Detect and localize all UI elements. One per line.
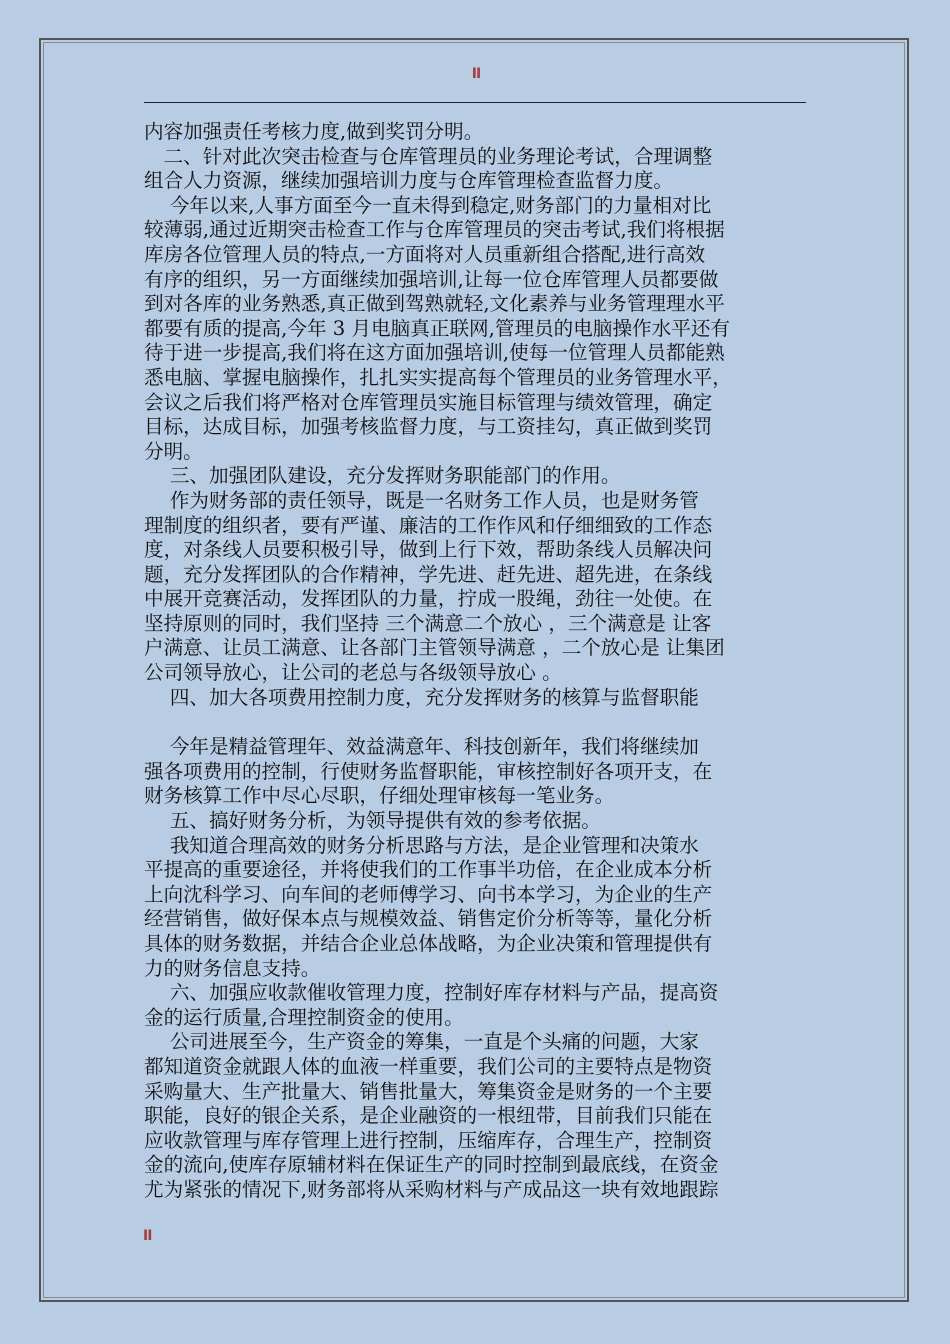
text-line: 较薄弱,通过近期突击检查工作与仓库管理员的突击考试,我们将根据 [144,218,725,242]
text-line: 库房各位管理人员的特点,一方面将对人员重新组合搭配,进行高效 [144,242,706,266]
text-line: 坚持原则的同时，我们坚持 三个满意二个放心 ，三个满意是 让客 [144,611,712,635]
text-line: 四、加大各项费用控制力度，充分发挥财务的核算与监督职能 [144,685,699,709]
text-line: 作为财务部的责任领导，既是一名财务工作人员，也是财务管 [144,488,699,512]
text-line: 组合人力资源，继续加强培训力度与仓库管理检查监督力度。 [144,169,674,193]
text-line: 待于进一步提高,我们将在这方面加强培训,使每一位管理人员都能熟 [144,341,725,365]
text-line: 力的财务信息支持。 [144,956,321,980]
text-line: 五、搞好财务分析，为领导提供有效的参考依据。 [144,809,601,833]
text-line: 都知道资金就跟人体的血液一样重要，我们公司的主要特点是物资 [144,1054,713,1078]
document-body [144,120,814,1203]
text-line: 上向沈科学习、向车间的老师傅学习、向书本学习，为企业的生产 [144,882,713,906]
text-line: 公司进展至今，生产资金的筹集，一直是个头痛的问题，大家 [144,1030,699,1054]
footer-mark: II [143,1228,152,1244]
text-line: 职能，良好的银企关系，是企业融资的一根纽带，目前我们只能在 [144,1104,713,1128]
text-line: 户满意、让员工满意、让各部门主管领导满意 ，二个放心是 让集团 [144,636,725,660]
text-line: 度，对条线人员要积极引导，做到上行下效，帮助条线人员解决问 [144,538,713,562]
text-line: 目标，达成目标，加强考核监督力度，与工资挂勾，真正做到奖罚 [144,415,713,439]
text-line: 尤为紧张的情况下,财务部将从采购材料与产成品这一块有效地跟踪 [144,1177,719,1201]
text-line: 题，充分发挥团队的合作精神，学先进、赶先进、超先进，在条线 [144,562,713,586]
text-line: 应收款管理与库存管理上进行控制，压缩库存，合理生产，控制资 [144,1128,713,1152]
blank-line [144,710,814,735]
text-line: 有序的组织，另一方面继续加强培训,让每一位仓库管理人员都要做 [144,267,719,291]
text-line: 今年是精益管理年、效益满意年、科技创新年，我们将继续加 [144,735,699,759]
text-line: 公司领导放心，让公司的老总与各级领导放心 。 [144,661,562,685]
text-line: 强各项费用的控制，行使财务监督职能，审核控制好各项开支，在 [144,759,713,783]
text-line: 经营销售，做好保本点与规模效益、销售定价分析等等，量化分析 [144,907,713,931]
text-line: 三、加强团队建设，充分发挥财务职能部门的作用。 [144,464,621,488]
text-line: 中展开竞赛活动，发挥团队的力量，拧成一股绳，劲往一处使。在 [144,587,713,611]
text-line: 二、针对此次突击检查与仓库管理员的业务理论考试，合理调整 [144,144,713,168]
text-line: 到对各库的业务熟悉,真正做到驾熟就轻,文化素养与业务管理理水平 [144,292,725,316]
text-line: 具体的财务数据，并结合企业总体战略，为企业决策和管理提供有 [144,932,713,955]
header-mark: II [471,66,481,82]
text-line: 平提高的重要途径，并将使我们的工作事半功倍，在企业成本分析 [144,858,713,882]
text-line: 会议之后我们将严格对仓库管理员实施目标管理与绩效管理，确定 [144,390,713,414]
text-line: 分明。 [144,439,203,463]
text-line: 内容加强责任考核力度,做到奖罚分明。 [144,120,484,143]
text-line: 我知道合理高效的财务分析思路与方法，是企业管理和决策水 [144,833,699,857]
text-line: 都要有质的提高,今年 3 月电脑真正联网,管理员的电脑操作水平还有 [144,316,731,340]
text-line: 理制度的组织者，要有严谨、廉洁的工作作风和仔细细致的工作态 [144,513,713,537]
text-line: 金的流向,使库存原辅材料在保证生产的同时控制到最底线，在资金 [144,1153,719,1177]
text-line: 悉电脑、掌握电脑操作，扎扎实实提高每个管理员的业务管理水平， [144,365,732,389]
text-line: 今年以来,人事方面至今一直未得到稳定,财务部门的力量相对比 [144,193,712,217]
text-line: 财务核算工作中尽心尽职，仔细处理审核每一笔业务。 [144,784,615,808]
text-line: 六、加强应收款催收管理力度，控制好库存材料与产品，提高资 [144,981,719,1005]
header-rule [144,102,806,103]
text-line: 采购量大、生产批量大、销售批量大，筹集资金是财务的一个主要 [144,1079,713,1103]
text-line: 金的运行质量,合理控制资金的使用。 [144,1005,464,1029]
